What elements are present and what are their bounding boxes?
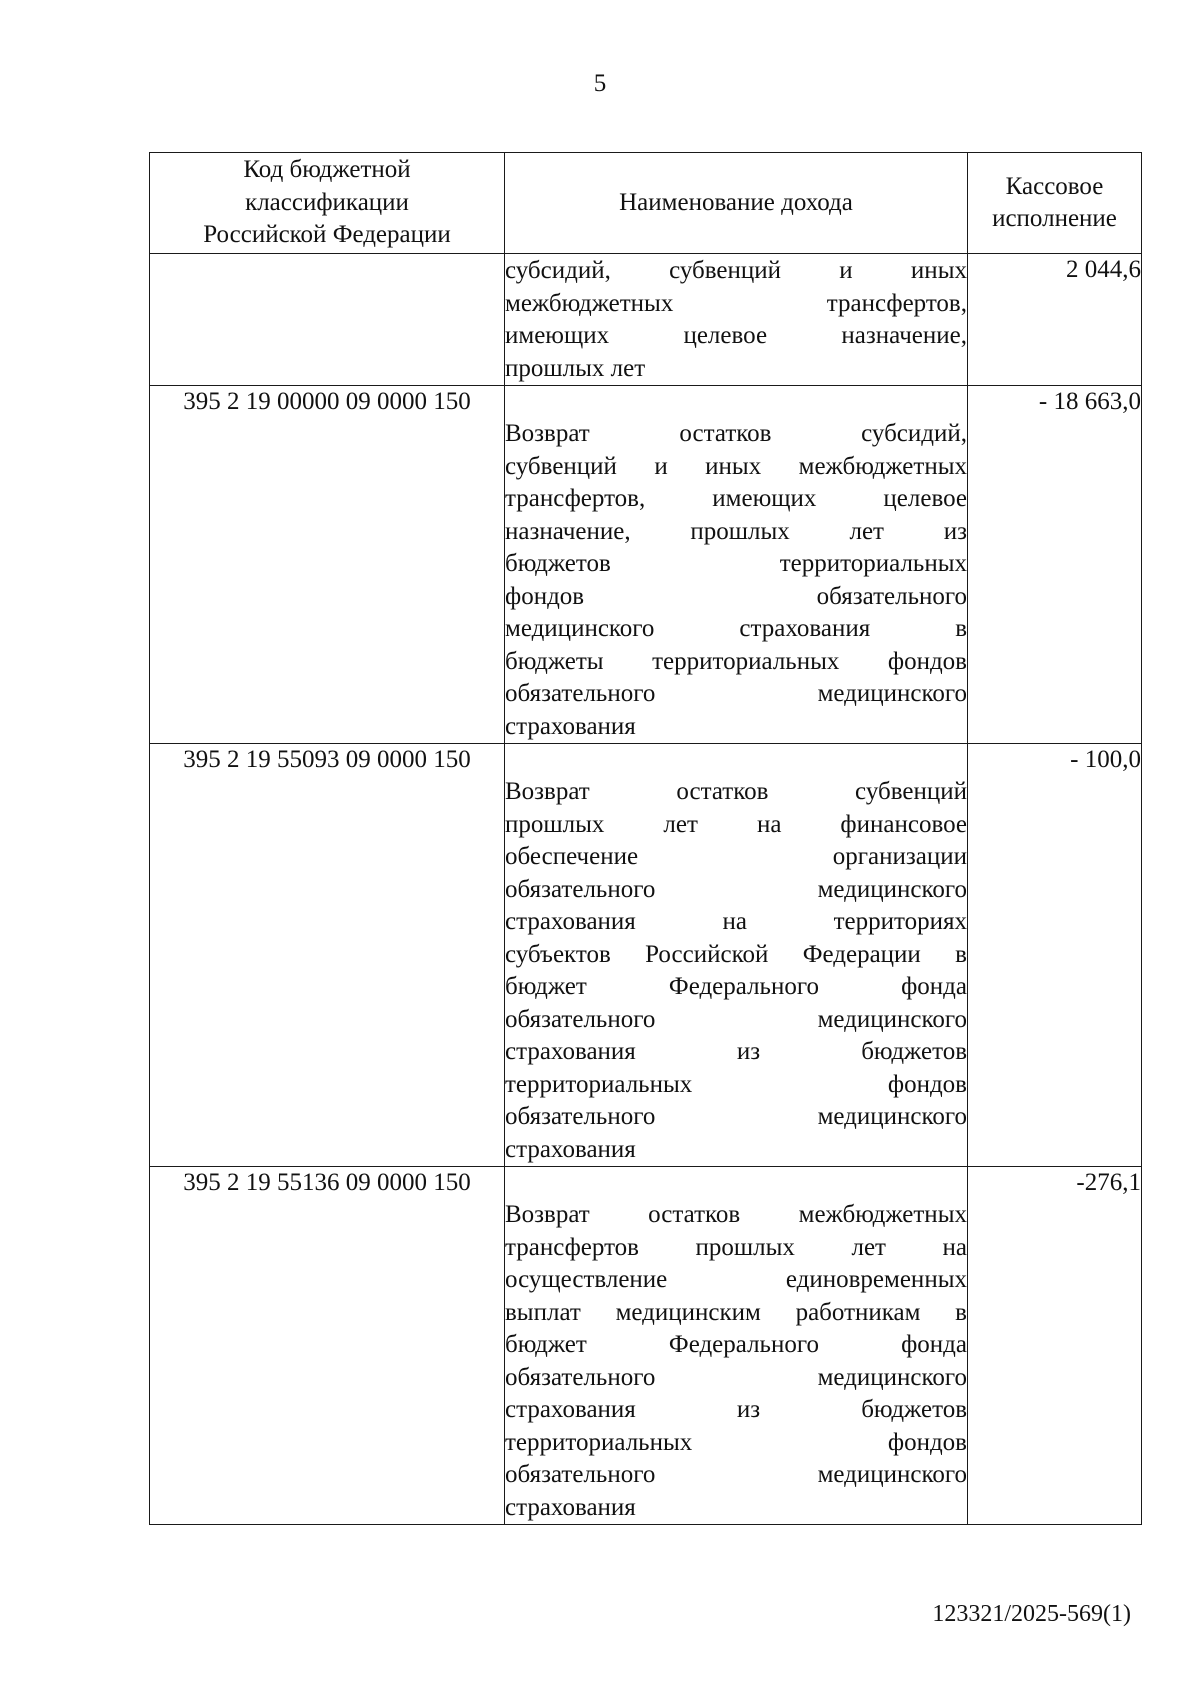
header-name [505,153,968,254]
name-line: прошлых лет [505,354,646,382]
name-line: прошлых лет на финансовое [505,810,967,838]
table-row [150,254,1142,386]
name-line: бюджетов территориальных [505,550,967,577]
code-cell: 395 2 19 55093 09 0000 150 [150,744,505,1167]
code-cell [150,254,505,386]
name-cell [505,1167,968,1525]
name-cell [505,386,968,744]
code-cell: 395 2 19 55136 09 0000 150 [150,1167,505,1525]
budget-table [149,152,1142,1525]
table-row [150,744,1142,1167]
name-line: бюджет Федерального фонда [505,1331,967,1358]
table-header-row [150,153,1142,254]
name-line: территориальных фондов [505,1428,967,1456]
name-line: страхования из бюджетов [505,1396,967,1423]
header-code [150,153,505,254]
name-line: бюджеты территориальных фондов [505,647,967,675]
name-line: территориальных фондов [505,1070,967,1098]
name-line: страхования [505,712,636,740]
name-line: Возврат остатков субвенций [505,778,967,805]
name-line: межбюджетных трансфертов, [505,289,967,317]
name-line: Возврат остатков межбюджетных [505,1201,967,1228]
name-line: обязательного медицинского [505,1363,967,1391]
name-line: обязательного медицинского [505,1103,967,1130]
name-line: обязательного медицинского [505,680,967,707]
name-cell [505,744,968,1167]
name-line: страхования [505,1135,636,1163]
code-cell: 395 2 19 00000 09 0000 150 [150,386,505,744]
name-line: выплат медицинским работникам в [505,1298,967,1326]
name-line: медицинского страхования в [505,615,967,642]
name-line: страхования [505,1493,636,1521]
name-line: назначение, прошлых лет из [505,517,967,545]
name-line: субъектов Российской Федерации в [505,940,967,968]
header-amount [968,153,1142,254]
name-line: Возврат остатков субсидий, [505,420,967,447]
name-line: осуществление единовременных [505,1266,967,1293]
name-line: субвенций и иных межбюджетных [505,452,967,480]
name-line: обязательного медицинского [505,1005,967,1033]
name-line: бюджет Федерального фонда [505,973,967,1000]
header-code-label: Код бюджетной классификации Российской Федерации [203,156,451,249]
amount-cell: - 100,0 [968,744,1142,1167]
page-number: 5 [593,70,607,97]
name-line: субсидий, субвенций и иных [505,257,967,284]
name-line: обеспечение организации [505,843,967,870]
name-line: имеющих целевое назначение, [505,322,967,349]
name-line: обязательного медицинского [505,875,967,903]
header-name-label: Наименование дохода [619,188,853,216]
amount-cell: 2 044,6 [968,254,1142,386]
name-cell [505,254,968,386]
amount-cell: - 18 663,0 [968,386,1142,744]
name-line: обязательного медицинского [505,1461,967,1488]
name-line: трансфертов, имеющих целевое [505,485,967,512]
table-row [150,386,1142,744]
header-amount-label: Кассовое исполнение [992,172,1117,232]
name-line: фондов обязательного [505,582,967,610]
document-number: 123321/2025-569(1) [932,1601,1131,1627]
amount-cell: -276,1 [968,1167,1142,1525]
name-line: страхования на территориях [505,908,967,935]
table-body [150,254,1142,1525]
name-line: страхования из бюджетов [505,1038,967,1065]
name-line: трансфертов прошлых лет на [505,1233,967,1261]
table-row [150,1167,1142,1525]
